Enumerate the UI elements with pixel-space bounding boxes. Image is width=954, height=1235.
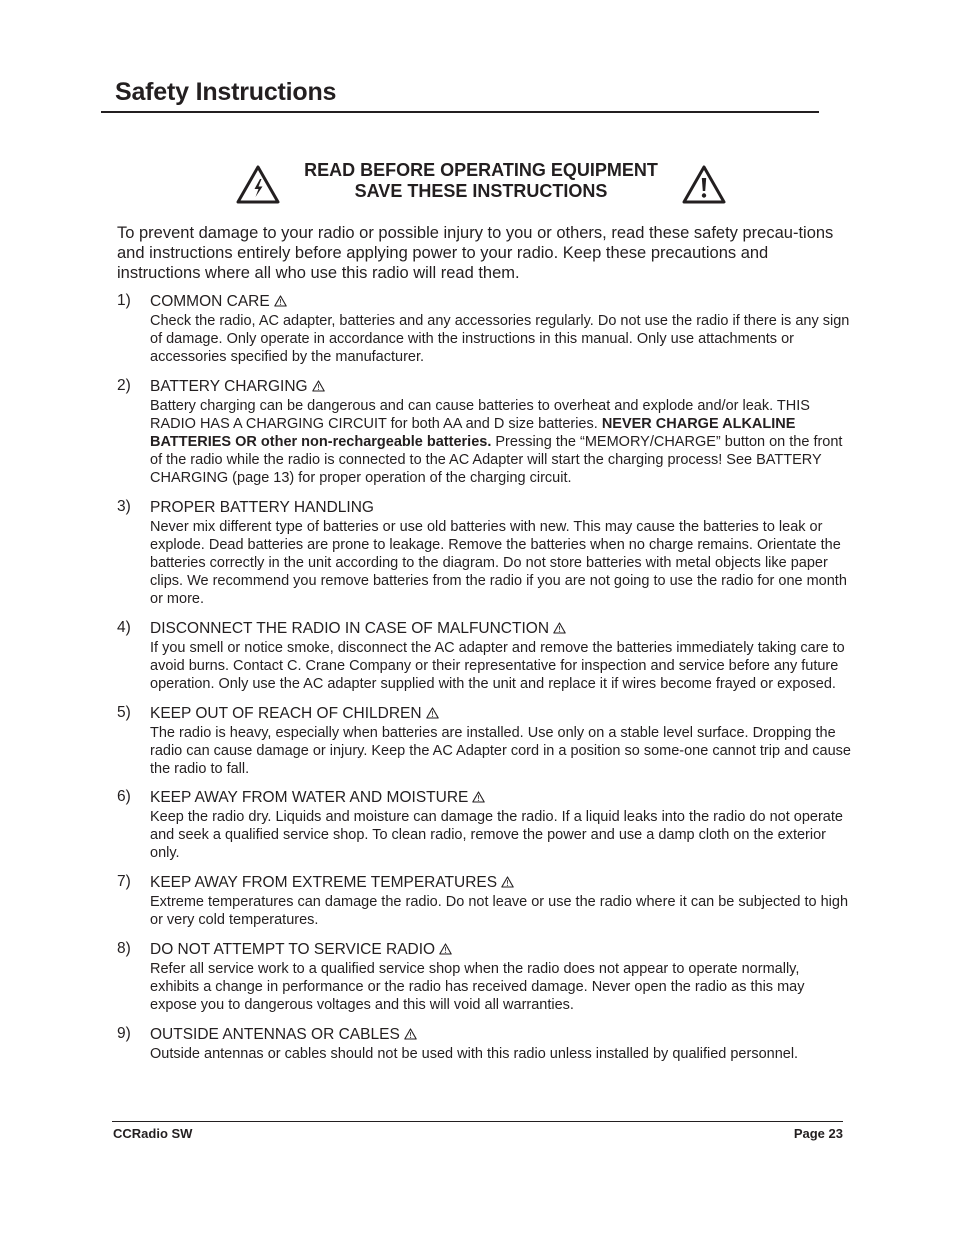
item-body (150, 377, 851, 487)
item-number: 8) (117, 939, 131, 957)
list-item (117, 704, 851, 778)
item-heading (150, 292, 851, 311)
item-description: Check the radio, AC adapter, batteries and any accessories regularly. Do not use the radio if there is any sign of damage. Only operate in accordance with the instructions in this manual. Only use attachments or accessories specified by the manufacturer. (150, 313, 850, 366)
item-title: COMMON CARE (150, 293, 270, 310)
item-heading (150, 788, 851, 807)
item-description: Keep the radio dry. Liquids and moisture can damage the radio. If a liquid leaks into the radio do not operate and seek a qualified service shop. To clean radio, remove the power and use a damp cloth on the exterior only. (150, 809, 843, 862)
electric-shock-warning-icon (235, 164, 281, 205)
item-description: Never mix different type of batteries or use old batteries with new. This may cause the batteries to leak or explode. Dead batteries are prone to leakage. Remove the batteries when no charge remains. Orientate the batteries correctly in the unit according to the diagram. Do not store batteries with metal objects like paper clips. We recommend you remove batteries from the radio if you are not going to use the radio for one month or more. (150, 518, 847, 608)
item-number: 2) (117, 376, 131, 394)
item-title: DO NOT ATTEMPT TO SERVICE RADIO (150, 940, 436, 958)
list-item (117, 788, 851, 862)
warning-line-1: READ BEFORE OPERATING EQUIPMENT (304, 160, 658, 180)
item-body (150, 873, 851, 929)
item-title: DISCONNECT THE RADIO IN CASE OF MALFUNCTION (150, 619, 550, 637)
warning-triangle-icon (404, 1026, 417, 1038)
intro-paragraph: To prevent damage to your radio or possible injury to you or others, read these safety precau-tions and instructions entirely before applying power to your radio. Keep these precautions and instructions where all who use this radio will read them. (117, 224, 834, 282)
footer-page-number: Page 23 (793, 1126, 843, 1141)
title-divider (101, 111, 819, 113)
item-number: 1) (117, 292, 131, 309)
list-item (117, 292, 851, 366)
item-description: If you smell or notice smoke, disconnect the AC adapter and remove the batteries immediately taking care to avoid burns. Contact C. Crane Company or their representative for inspection and service before any future operation. Only use the AC adapter supplied with the unit and replace it if wires become frayed or exposed. (150, 639, 845, 692)
list-item (117, 377, 851, 487)
list-item (117, 498, 851, 608)
page-title: Safety Instructions (115, 78, 337, 106)
warning-triangle-icon (426, 705, 439, 717)
item-number: 7) (117, 873, 131, 891)
warning-triangle-icon (553, 620, 566, 632)
item-description (150, 397, 851, 487)
item-description: Outside antennas or cables should not be used with this radio unless installed by qualified personnel. (150, 1045, 799, 1062)
item-heading (150, 704, 851, 723)
item-body (150, 498, 851, 608)
item-heading (150, 940, 851, 959)
item-title: KEEP AWAY FROM WATER AND MOISTURE (150, 789, 469, 807)
exclamation-warning-icon (681, 164, 727, 205)
warning-triangle-icon (472, 789, 485, 801)
item-description: Extreme temperatures can damage the radio. Do not leave or use the radio where it can be subjected to high or very cold temperatures. (150, 894, 849, 929)
item-heading (150, 873, 851, 892)
item-title: PROPER BATTERY HANDLING (150, 498, 374, 516)
footer-product-name: CCRadio SW (113, 1126, 193, 1141)
item-number: 5) (117, 703, 131, 721)
list-item (117, 873, 851, 929)
warning-triangle-icon (439, 941, 452, 953)
item-heading (150, 619, 851, 638)
item-title: KEEP AWAY FROM EXTREME TEMPERATURES (150, 874, 498, 892)
item-title: KEEP OUT OF REACH OF CHILDREN (150, 704, 422, 722)
item-heading (150, 377, 851, 396)
item-number: 6) (117, 788, 131, 806)
warning-triangle-icon (312, 378, 325, 390)
warning-line-2: SAVE THESE INSTRUCTIONS (354, 181, 608, 201)
footer-divider (112, 1121, 843, 1122)
list-item (117, 1025, 851, 1063)
safety-items-list (117, 292, 851, 1073)
item-heading (150, 498, 851, 517)
item-description-part: Battery charging can be dangerous and can cause batteries to overheat and explode and/or leak. THIS RADIO HAS A CHARGING CIRCUIT for both AA and D size batteries. (150, 397, 810, 432)
list-item (117, 619, 851, 693)
item-description-emphasis: NEVER CHARGE ALKALINE BATTERIES OR other non-rechargeable batteries. (150, 415, 796, 450)
warning-triangle-icon (501, 874, 514, 886)
item-title: OUTSIDE ANTENNAS OR CABLES (150, 1025, 400, 1043)
item-body (150, 940, 851, 1014)
item-body (150, 788, 851, 862)
item-description: The radio is heavy, especially when batteries are installed. Use only on a stable level surface. Dropping the radio can cause damage or injury. Keep the AC Adapter cord in a position so some-one cannot trip and cause the radio to fall. (150, 724, 851, 777)
warning-triangle-icon (274, 293, 287, 305)
item-description-part: Pressing the “MEMORY/CHARGE” button on the front of the radio while the radio is connected to the AC Adapter will start the charging process! See BATTERY CHARGING (page 13) for proper operation of the charging circuit. (150, 433, 843, 487)
item-body (150, 292, 851, 366)
list-item (117, 940, 851, 1014)
item-number: 3) (117, 497, 131, 515)
item-body (150, 704, 851, 778)
warning-heading (290, 160, 672, 202)
item-number: 4) (117, 618, 131, 636)
item-title: BATTERY CHARGING (150, 377, 308, 395)
item-heading (150, 1025, 851, 1044)
item-body (150, 619, 851, 693)
item-number: 9) (117, 1024, 131, 1042)
item-description: Refer all service work to a qualified service shop when the radio does not appear to operate normally, exhibits a change in performance or the radio has received damage. Never open the radio as this may expose you to dangerous voltages and this will void all warranties. (150, 960, 805, 1013)
item-body (150, 1025, 851, 1063)
